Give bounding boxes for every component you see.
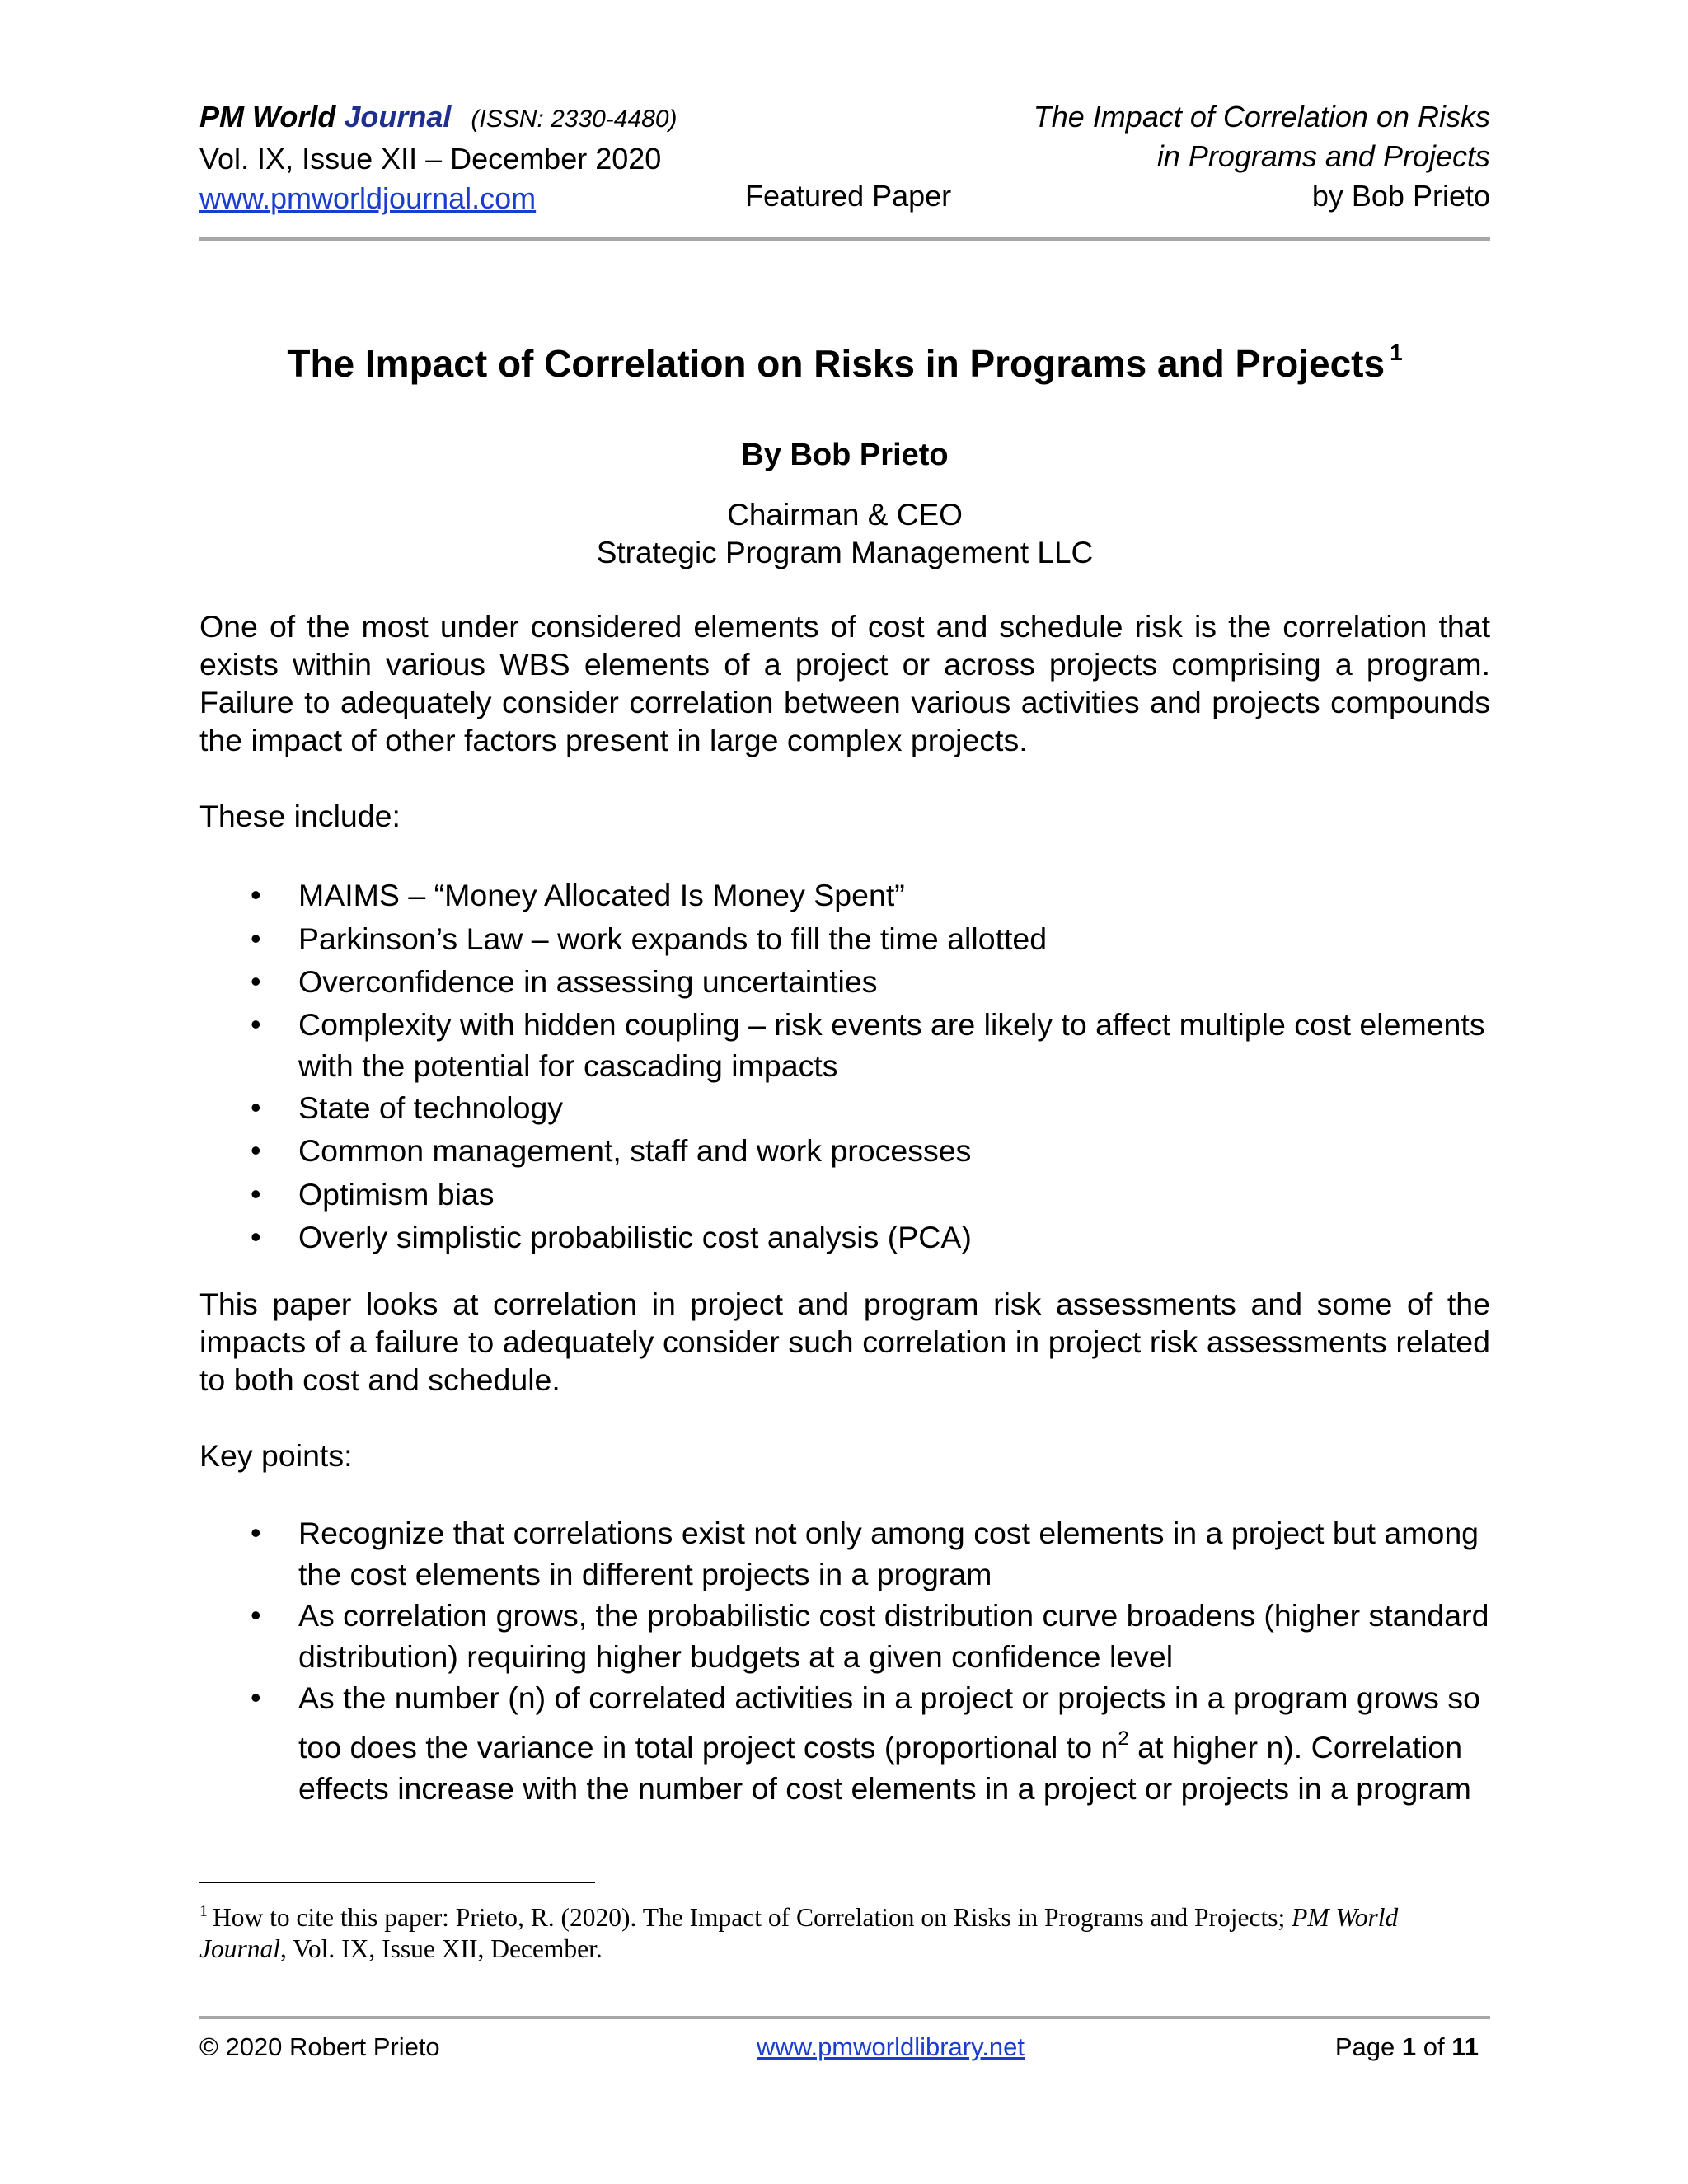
footnote-journal: PM World Journal <box>199 1903 1399 1963</box>
journal-masthead <box>199 97 678 139</box>
key-point-text: As the number (n) of correlated activities in a project or projects in a program grows so too does the variance in total project costs (proportional to n <box>298 1680 1480 1765</box>
footnote-text: How to cite this paper: Prieto, R. (2020). The Impact of Correlation on Risks in Programs and Projects; <box>213 1903 1292 1932</box>
key-point-text-continued: at higher n). Correlation effects increase with the number of cost elements in a project or projects in a program <box>298 1730 1471 1806</box>
header-left <box>199 97 678 218</box>
list-item: • Overconfidence in assessing uncertainties <box>199 960 1490 1004</box>
article-title <box>199 328 1490 388</box>
journal-name-pm: PM World <box>199 100 336 134</box>
scope-paragraph: This paper looks at correlation in project and program risk assessments and some of the impacts of a failure to adequately consider such correlation in project risk assessments related to both cost and schedule. <box>199 1286 1490 1397</box>
list-item: • Complexity with hidden coupling – risk events are likely to affect multiple cost elements with the potential for cascading impacts <box>199 1004 1490 1086</box>
page-header <box>199 97 1490 229</box>
footnote-mark: 1 <box>199 1902 208 1920</box>
factors-list <box>199 874 1490 1259</box>
list-item: • MAIMS – “Money Allocated Is Money Spent” <box>199 874 1490 917</box>
page-label: Page <box>1334 2032 1395 2061</box>
footnote-text-after: , Vol. IX, Issue XII, December. <box>280 1934 603 1963</box>
header-divider <box>199 237 1490 241</box>
page-number <box>1335 2029 1479 2065</box>
running-title-line1: The Impact of Correlation on Risks <box>1033 100 1490 134</box>
list-item: • State of technology <box>199 1086 1490 1130</box>
list-item: • Parkinson’s Law – work expands to fill the time allotted <box>199 917 1490 961</box>
header-right <box>1034 97 1490 216</box>
list-item: • Optimism bias <box>199 1173 1490 1216</box>
running-byline: by Bob Prieto <box>1311 179 1490 213</box>
page-of: of <box>1423 2032 1445 2061</box>
key-points-label: Key points: <box>199 1438 353 1473</box>
list-item: • Overly simplistic probabilistic cost analysis (PCA) <box>199 1216 1490 1259</box>
list-item: • Common management, staff and work processes <box>199 1129 1490 1173</box>
footer-divider <box>199 2016 1490 2019</box>
journal-volume: Vol. IX, Issue XII – December 2020 <box>199 142 662 176</box>
journal-issn: (ISSN: 2330-4480) <box>471 105 678 133</box>
author-role: Chairman & CEO <box>727 498 963 532</box>
footer-library-link[interactable]: www.pmworldlibrary.net <box>757 2032 1025 2061</box>
footnote-divider <box>199 1882 595 1883</box>
article-author: By Bob Prieto <box>741 438 949 472</box>
total-pages: 11 <box>1451 2032 1479 2061</box>
running-title-line2: in Programs and Projects <box>1156 139 1490 173</box>
footer-copyright: © 2020 Robert Prieto <box>199 2032 440 2061</box>
list-item <box>199 1677 1490 1809</box>
title-footnote-mark[interactable]: 1 <box>1390 340 1403 365</box>
journal-website-link[interactable]: www.pmworldjournal.com <box>199 181 537 215</box>
intro-paragraph: One of the most under considered elements of cost and schedule risk is the correlation that exists within various WBS elements of a project or across projects comprising a program. Failure to adequately consider correlation between various activities and projects compounds the impact of other factors present in large complex projects. <box>199 609 1490 757</box>
page-footer <box>199 2029 1490 2065</box>
list-item: • Recognize that correlations exist not only among cost elements in a project but among the cost elements in different projects in a program <box>199 1512 1490 1595</box>
author-affiliation <box>199 496 1490 572</box>
list-item: • As correlation grows, the probabilistic cost distribution curve broadens (higher standard distribution) requiring higher budgets at a given confidence level <box>199 1595 1490 1677</box>
exponent: 2 <box>1118 1727 1129 1750</box>
header-section-label: Featured Paper <box>745 179 952 213</box>
footnote <box>199 1896 1490 1965</box>
current-page: 1 <box>1401 2032 1417 2061</box>
author-organization: Strategic Program Management LLC <box>596 536 1094 569</box>
these-include-label: These include: <box>199 799 401 833</box>
journal-name-journal: Journal <box>344 100 452 134</box>
article-title-text: The Impact of Correlation on Risks in Programs and Projects <box>287 342 1386 385</box>
key-points-list <box>199 1512 1490 1809</box>
